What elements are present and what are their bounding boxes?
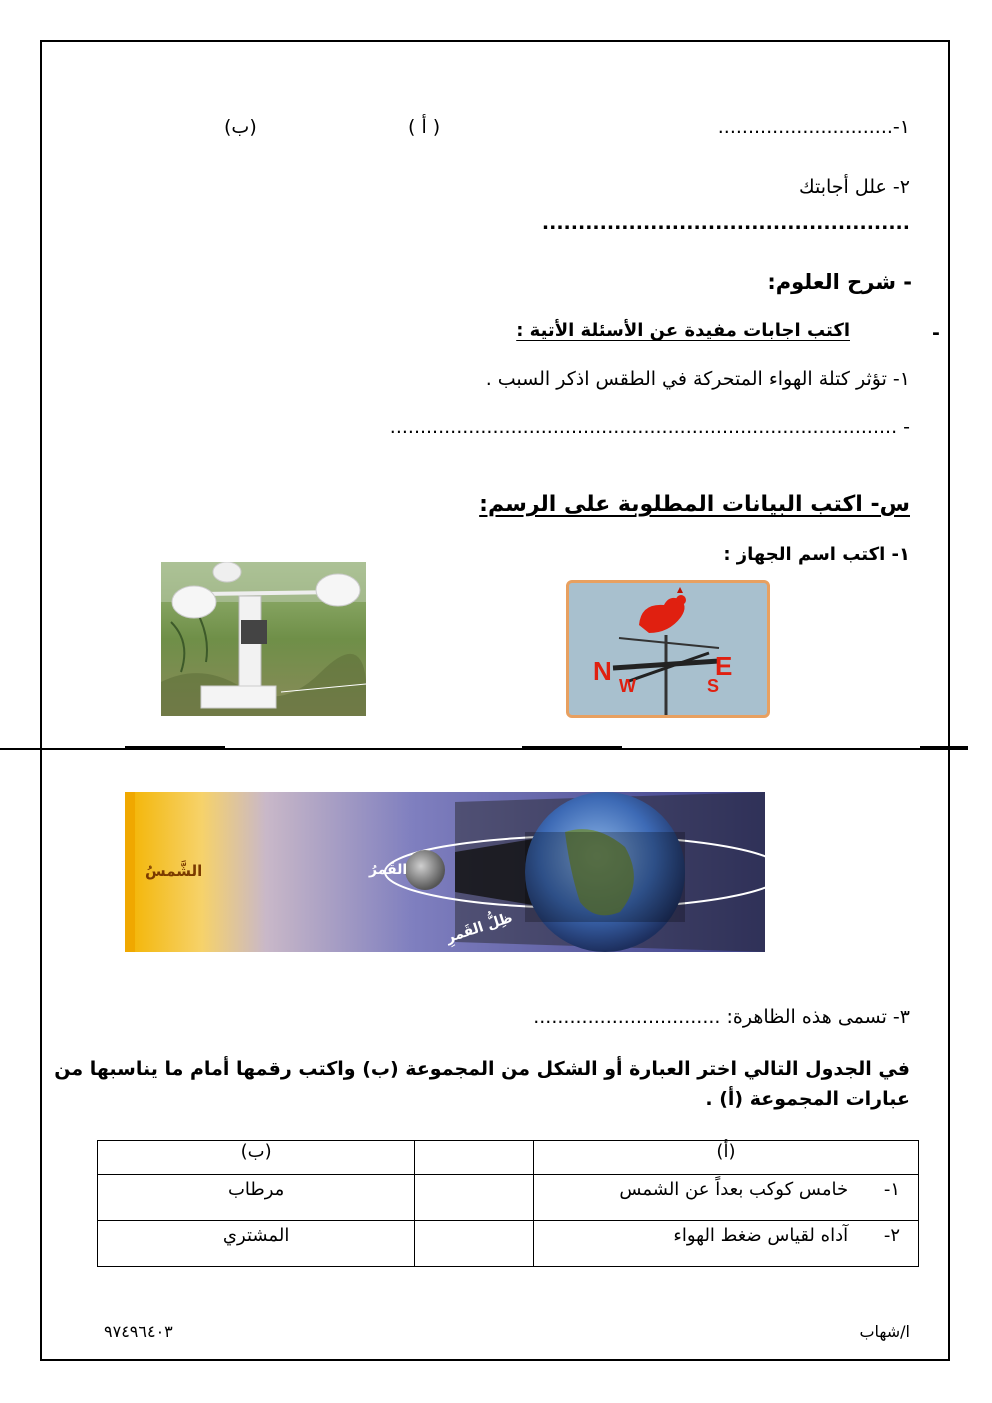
header-group-b: (ب) [98, 1141, 415, 1175]
header-group-a: (أ) [533, 1141, 918, 1175]
answer-cell[interactable] [415, 1221, 534, 1267]
footer-phone: ٩٧٤٩٦٤٠٣ [104, 1322, 173, 1341]
diagram-section-title: س- اكتب البيانات المطلوبة على الرسم: [479, 492, 910, 517]
divider-mark [522, 746, 622, 748]
weathervane-image [566, 580, 770, 718]
row-number: ١- [883, 1179, 900, 1200]
divider-mark [920, 746, 968, 748]
moon-shadow-label: ظِلُّ القَمرِ [444, 909, 515, 947]
group-a-cell [533, 1175, 918, 1221]
question-3: ٣- تسمى هذه الظاهرة: ............................... [533, 1006, 910, 1028]
direction-letter-n: N [593, 656, 612, 686]
answer-line: - .................................................................................... [389, 416, 910, 438]
table-header-row [98, 1141, 919, 1175]
answer-column-header [415, 1141, 534, 1175]
footer-author: ا/شهاب [859, 1322, 910, 1341]
anemometer-image [161, 562, 366, 716]
question-2: ٢- علل أجابتك [798, 176, 910, 198]
matching-instruction-line2: عبارات المجموعة (أ) . [705, 1088, 910, 1110]
device-name-question: ١- اكتب اسم الجهاز : [723, 544, 910, 565]
moon-label: القَمرُ [369, 862, 408, 878]
divider-mark [125, 746, 225, 748]
direction-letter-w: W [619, 676, 636, 696]
option-b: (ب) [224, 116, 257, 138]
answer-cell[interactable] [415, 1175, 534, 1221]
group-b-cell: مرطاب [98, 1175, 415, 1221]
direction-letter-s: S [707, 676, 720, 696]
group-a-text: آداه لقياس ضغط الهواء [673, 1225, 849, 1246]
option-a: ( أ ) [408, 116, 441, 138]
group-a-cell [533, 1221, 918, 1267]
solar-eclipse-image [125, 792, 765, 952]
group-a-text: خامس كوكب بعداً عن الشمس [619, 1179, 849, 1200]
direction-letter-e: E [715, 651, 733, 681]
row-number: ٢- [883, 1225, 900, 1246]
matching-instruction-line1: في الجدول التالي اختر العبارة أو الشكل من المجموعة (ب) واكتب رقمها أمام ما يناسبها من [54, 1058, 910, 1080]
matching-table [97, 1140, 919, 1267]
sun-label: الشَّمسُ [145, 862, 203, 880]
science-question-1: ١- تؤثر كتلة الهواء المتحركة في الطقس اذكر السبب . [485, 368, 910, 390]
instruction-heading: اكتب اجابات مفيدة عن الأسئلة الأتية : [516, 320, 850, 341]
bullet-dash: - [932, 322, 940, 344]
answer-line: ................................................... [541, 212, 910, 234]
question-1-line: ١-............................. [717, 116, 910, 138]
group-b-cell: المشتري [98, 1221, 415, 1267]
table-row [98, 1221, 919, 1267]
table-row [98, 1175, 919, 1221]
section-title: - شرح العلوم: [767, 270, 912, 294]
page-divider-line [0, 748, 968, 750]
